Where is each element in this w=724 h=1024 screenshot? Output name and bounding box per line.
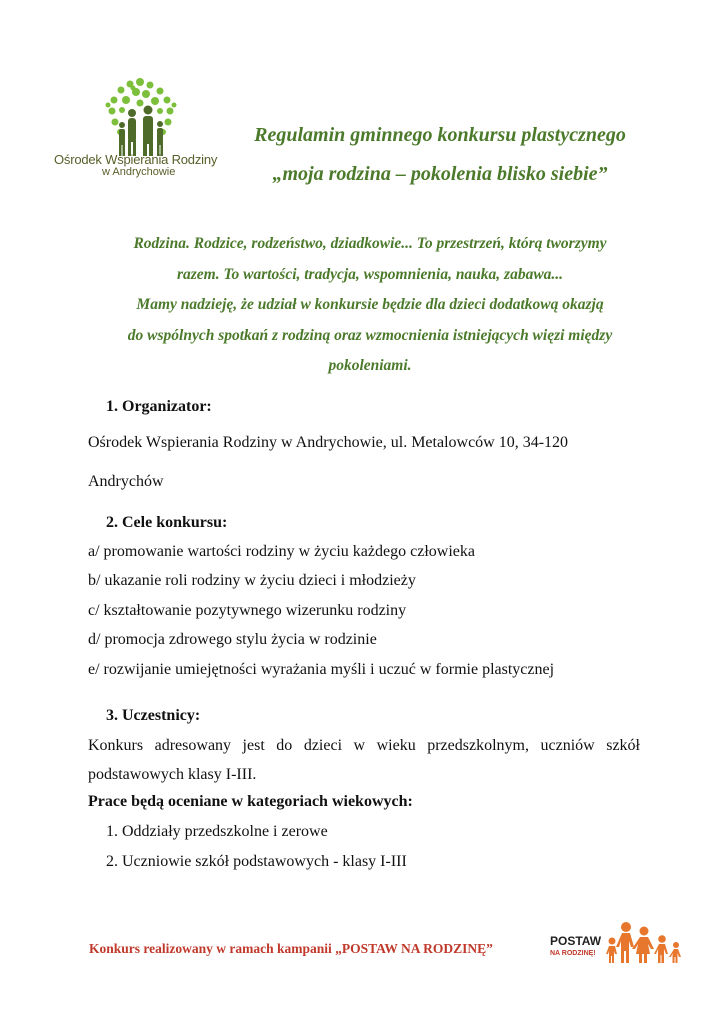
intro-line: do wspólnych spotkań z rodziną oraz wzmocnienia istniejących więzi między xyxy=(127,326,613,344)
campaign-logo-line1: POSTAW xyxy=(550,934,602,948)
participants-text-line1: Konkurs adresowany jest do dzieci w wieku przedszkolnym, uczniów szkół xyxy=(88,737,640,754)
footer-campaign-text: Konkurs realizowany w ramach kampanii „POSTAW NA RODZINĘ” xyxy=(89,941,493,956)
intro-line: razem. To wartości, tradycja, wspomnienia, nauka, zabawa... xyxy=(176,265,564,283)
section-heading-participants: 3. Uczestnicy: xyxy=(106,707,201,724)
participants-text-line2: podstawowych klasy I-III. xyxy=(88,766,257,783)
category-item: 2. Uczniowie szkół podstawowych - klasy I-III xyxy=(106,853,407,870)
goal-item: a/ promowanie wartości rodziny w życiu każdego człowieka xyxy=(88,543,475,560)
participants-text xyxy=(88,731,640,789)
goal-item: e/ rozwijanie umiejętności wyrażania myśli i uczuć w formie plastycznej xyxy=(88,661,555,678)
category-item: 1. Oddziały przedszkolne i zerowe xyxy=(106,823,328,840)
goal-item: c/ kształtowanie pozytywnego wizerunku rodziny xyxy=(88,602,407,619)
page-title xyxy=(225,116,655,194)
goal-item: d/ promocja zdrowego stylu życia w rodzinie xyxy=(88,631,377,648)
intro-line: Mamy nadzieję, że udział w konkursie będzie dla dzieci dodatkową okazją xyxy=(136,296,604,313)
intro-line: pokoleniami. xyxy=(328,357,412,374)
title-line1: Regulamin gminnego konkursu plastycznego xyxy=(254,124,626,146)
organizer-address-line1: Ośrodek Wspierania Rodziny w Andrychowie, ul. Metalowców 10, 34-120 xyxy=(88,434,569,451)
campaign-logo-line2: NA RODZINĘ! xyxy=(550,950,596,957)
intro-paragraph xyxy=(70,229,670,382)
intro-line: Rodzina. Rodzice, rodzeństwo, dziadkowie... To przestrzeń, którą tworzymy xyxy=(133,235,607,252)
postaw-na-rodzine-logo-icon xyxy=(548,915,683,971)
organizer-address-line2: Andrychów xyxy=(88,473,164,490)
categories-heading: Prace będą oceniane w kategoriach wiekowych: xyxy=(88,793,413,810)
logo-text-line2: w Andrychowie xyxy=(102,166,176,178)
logo-text-line1: Ośrodek Wspierania Rodziny xyxy=(54,152,218,167)
section-heading-organizer: 1. Organizator: xyxy=(106,398,212,415)
goal-item: b/ ukazanie roli rodziny w życiu dzieci i młodzieży xyxy=(88,572,416,589)
title-line2: „moja rodzina – pokolenia blisko siebie” xyxy=(272,163,608,185)
section-heading-goals: 2. Cele konkursu: xyxy=(106,514,228,531)
